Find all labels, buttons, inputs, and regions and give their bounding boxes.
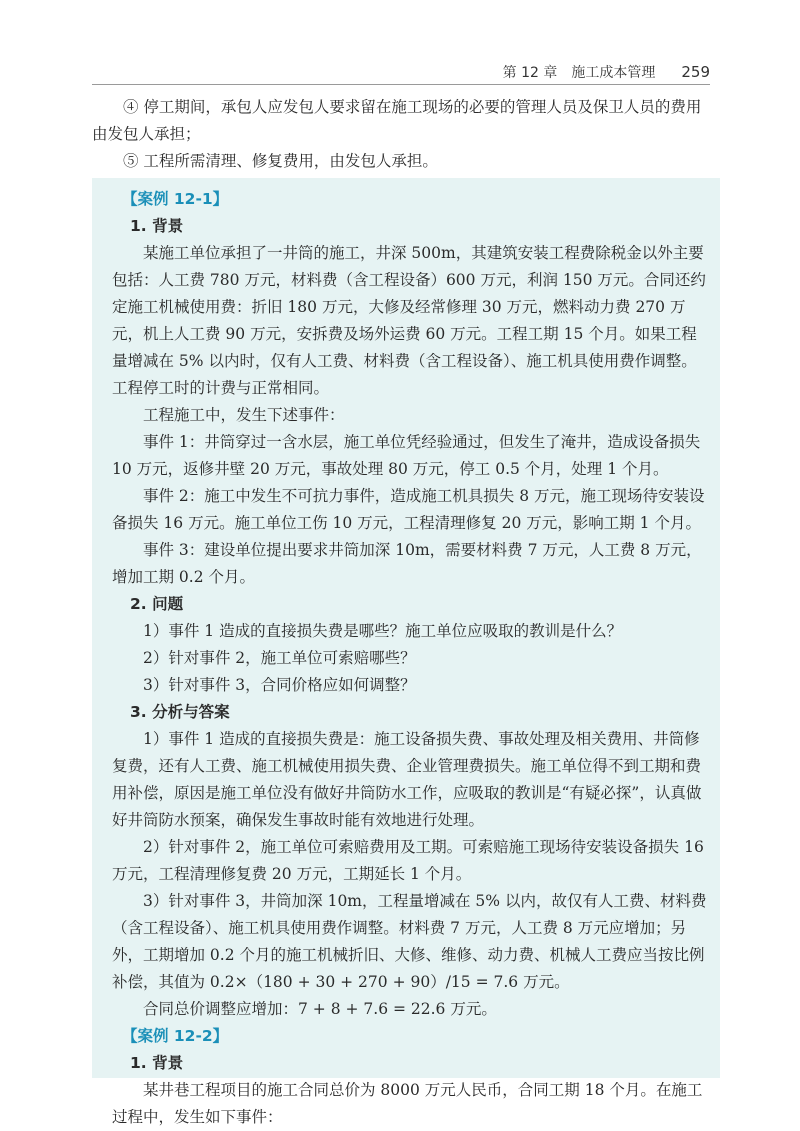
case-12-1-background: 某施工单位承担了一井筒的施工，井深 500m，其建筑安装工程费除税金以外主要包括：人工费 780 万元，材料费（含工程设备）600 万元，利润 150 万元。合同还约定施工机械使用费：折旧 180 万元，大修及经常修理 30 万元，燃料动力费 270 万元，机上人工费 90 万元，安拆费及场外运费 60 万元。工程工期 15 个月。如果工程量增减在 5% 以内时，仅有人工费、材料费（含工程设备）、施工机具使用费作调整。工程停工时的计费与正常相同。 — [112, 244, 706, 397]
event-2: 事件 2：施工中发生不可抗力事件，造成施工机具损失 8 万元，施工现场待安装设备损失 16 万元。施工单位工伤 10 万元，工程清理修复 20 万元，影响工期 1 个月。 — [112, 487, 705, 532]
answer-total: 合同总价调整应增加：7 + 8 + 7.6 = 22.6 万元。 — [143, 1000, 497, 1018]
events-intro: 工程施工中，发生下述事件： — [143, 406, 345, 424]
case-12-1-title: 【案例 12-1】 — [122, 190, 229, 208]
question-3: 3）针对事件 3，合同价格应如何调整？ — [143, 676, 416, 694]
question-1: 1）事件 1 造成的直接损失费是哪些？施工单位应吸取的教训是什么？ — [143, 622, 623, 640]
case-12-2-background: 某井巷工程项目的施工合同总价为 8000 万元人民币，合同工期 18 个月。在施工过程中，发生如下事件： — [112, 1081, 703, 1126]
chapter-title: 第 12 章 施工成本管理 — [502, 65, 656, 81]
case-12-2-title: 【案例 12-2】 — [122, 1027, 229, 1045]
case-12-2-background-heading: 1. 背景 — [130, 1054, 184, 1072]
answer-1: 1）事件 1 造成的直接损失费是：施工设备损失费、事故处理及相关费用、井筒修复费，还有人工费、施工机械使用损失费、企业管理费损失。施工单位得不到工期和费用补偿，原因是施工单位没有做好井筒防水工作，应吸取的教训是“有疑必探”，认真做好井筒防水预案，确保发生事故时能有效地进行处理。 — [112, 730, 702, 829]
case-12-1-background-heading: 1. 背景 — [130, 217, 184, 235]
question-2: 2）针对事件 2，施工单位可索赔哪些？ — [143, 649, 416, 667]
intro-text — [92, 94, 714, 175]
intro-item-4: ④ 停工期间，承包人应发包人要求留在施工现场的必要的管理人员及保卫人员的费用由发包人承担； — [92, 98, 702, 143]
header-rule — [92, 84, 710, 85]
event-3: 事件 3：建设单位提出要求井筒加深 10m，需要材料费 7 万元，人工费 8 万元，增加工期 0.2 个月。 — [112, 541, 702, 586]
intro-item-5: ⑤ 工程所需清理、修复费用，由发包人承担。 — [123, 152, 438, 170]
running-header — [0, 62, 710, 82]
answer-2: 2）针对事件 2，施工单位可索赔费用及工期。可索赔施工现场待安装设备损失 16 万元，工程清理修复费 20 万元，工期延长 1 个月。 — [112, 838, 704, 883]
answer-3: 3）针对事件 3，井筒加深 10m，工程量增减在 5% 以内，故仅有人工费、材料费（含工程设备）、施工机具使用费作调整。材料费 7 万元，人工费 8 万元应增加；另外，工期增加 0.2 个月的施工机械折旧、大修、维修、动力费、机械人工费应当按比例补偿，其值为 0.2×（180 + 30 + 270 + 90）/15 = 7.6 万元。 — [112, 892, 707, 991]
event-1: 事件 1：井筒穿过一含水层，施工单位凭经验通过，但发生了淹井，造成设备损失 10 万元，返修井壁 20 万元，事故处理 80 万元，停工 0.5 个月，处理 1 个月。 — [112, 433, 701, 478]
case-content — [112, 186, 708, 1131]
page-number: 259 — [681, 63, 710, 81]
answers-heading: 3. 分析与答案 — [130, 703, 230, 721]
questions-heading: 2. 问题 — [130, 595, 184, 613]
